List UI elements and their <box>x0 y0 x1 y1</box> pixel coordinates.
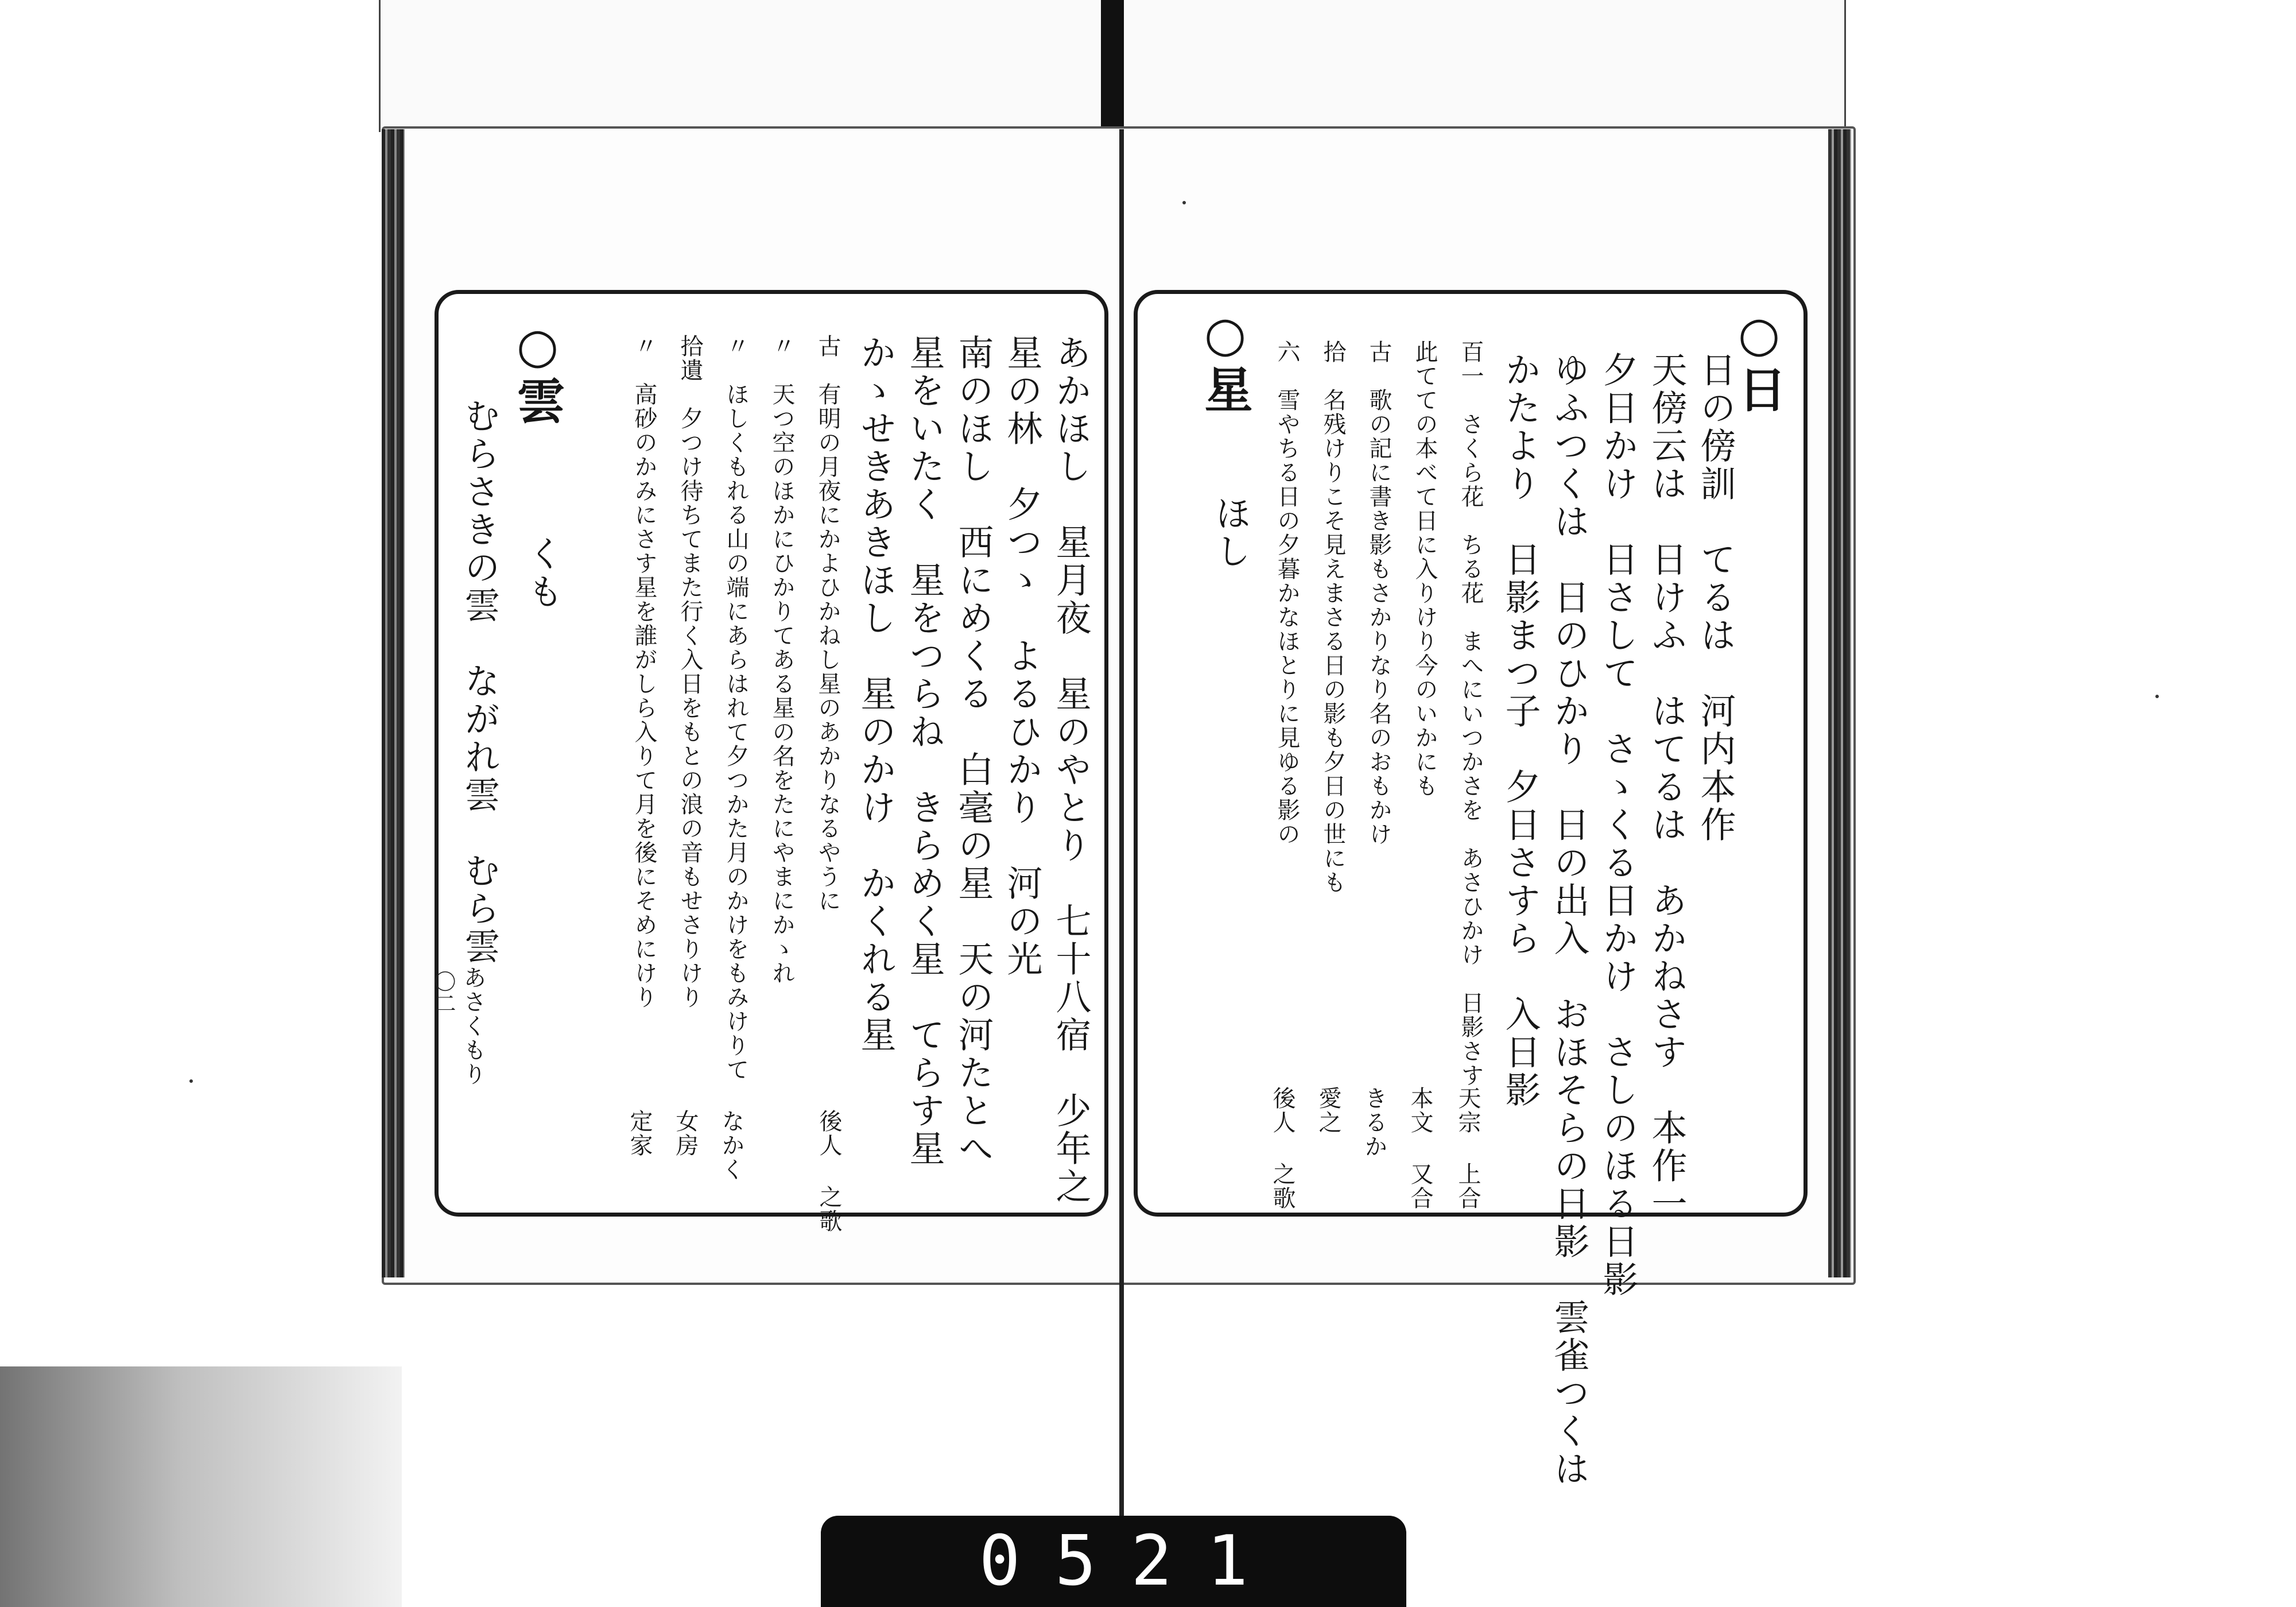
section-heading-star: ○星 <box>1197 305 1254 415</box>
author-note: 天宗 上合 <box>1455 1086 1481 1210</box>
archive-number: 0521 <box>979 1521 1283 1601</box>
author-note: 定家 <box>626 1109 653 1157</box>
text-column: 此てての本べて日に入りけり今のいかにも <box>1411 340 1438 798</box>
author-note: 後人 之歌 <box>1269 1086 1296 1210</box>
text-column: 天傍云は 日けふ はてるは あかねさす 本作一 <box>1646 351 1688 1223</box>
scan-shadow <box>0 1366 402 1607</box>
book-right-edge <box>1828 129 1851 1277</box>
binding-spine-top <box>1101 0 1124 132</box>
section-heading-sun: ○日 <box>1731 305 1787 415</box>
text-column: 星の林 夕つゝ よるひかり 河の光 <box>1001 334 1043 978</box>
text-column: かゝせきあきほし 星のかけ かくれる星 <box>855 334 897 1054</box>
scan-speck <box>2155 695 2159 698</box>
text-column: 南のほし 西にめくる 白毫の星 天の河たとへ <box>952 334 994 1168</box>
text-column: 百一 さくら花 ちる花 まへにいつかさを あさひかけ 日影さす <box>1457 340 1484 1087</box>
author-note: あさくもり <box>460 966 486 1086</box>
text-column: かたより 日影まつ子 夕日さすら 入日影 <box>1499 351 1541 1109</box>
section-heading-cloud: ○雲 <box>509 317 566 427</box>
reading-gloss: ほし <box>1209 495 1251 571</box>
text-column: 〃 天つ空のほかにひかりてある星の名をたにやまにかゝれ <box>769 334 795 985</box>
author-note: 後人 之歌 <box>816 1109 842 1233</box>
reading-gloss: くも <box>522 535 564 611</box>
left-page-frame <box>435 290 1108 1233</box>
text-column: ゆふつくは 日のひかり 日の出入 おほそらの日影 雲雀つくは <box>1548 351 1590 1488</box>
right-page-frame <box>1134 290 1808 1488</box>
archive-number-plate <box>821 1516 1406 1607</box>
scan-speck <box>189 1079 193 1083</box>
binding-spine <box>1119 129 1124 1607</box>
text-column: 古 歌の記に書き影もさかりなり名のおもかけ <box>1366 340 1392 846</box>
text-column: あかほし 星月夜 星のやとり 七十八宿 少年之 <box>1050 334 1092 1206</box>
text-column: むらさきの雲 ながれ雲 むら雲 <box>459 397 501 966</box>
scan-speck <box>1182 201 1186 204</box>
author-note: きるか <box>1361 1086 1387 1159</box>
book-left-edge <box>382 129 405 1277</box>
text-column: 日の傍訓 てるは 河内本作 <box>1694 351 1736 844</box>
text-column: 古 有明の月夜にかよひかねし星のあかりなるやうに <box>815 334 841 913</box>
text-column: 拾 名残けりこそ見えまさる日の影も夕日の世にも <box>1320 340 1346 895</box>
author-note: 女房 <box>672 1109 699 1157</box>
text-column: 〃 高砂のかみにさす星を誰がしら入りて月を後にそめにけり <box>631 334 657 1009</box>
text-column: 夕日かけ 日さして さゝくる日かけ さしのほる日影 <box>1597 351 1639 1299</box>
author-note: 愛之 <box>1315 1086 1341 1134</box>
text-column: 六 雪やちる日の夕暮かなほとりに見ゆる影の <box>1274 340 1300 846</box>
page-number: 〇二 <box>430 970 456 1014</box>
author-note: なかく <box>718 1109 744 1182</box>
author-note: 本文 又合 <box>1407 1086 1433 1210</box>
text-column: 拾遺 夕つけ待ちてまた行く入日をもとの浪の音もせさりけり <box>677 334 703 1009</box>
text-column: 〃 ほしくもれる山の端にあらはれて夕つかた月のかけをもみけりて <box>723 334 749 1082</box>
text-column: 星をいたく 星をつらね きらめく星 てらす星 <box>903 334 945 1168</box>
